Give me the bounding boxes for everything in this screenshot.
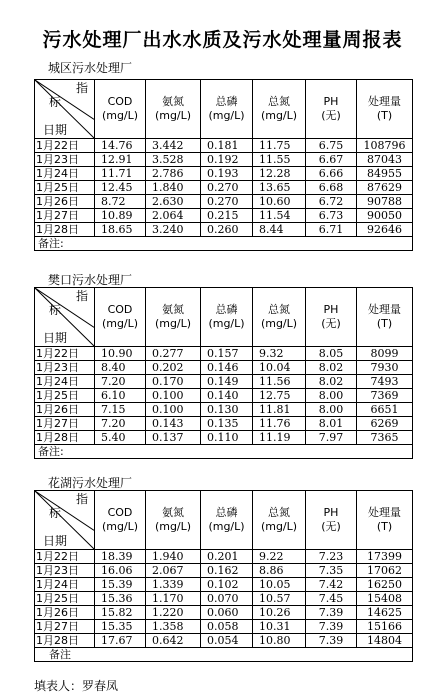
volume-cell: 108796 xyxy=(357,139,413,153)
ammonia-cell: 0.100 xyxy=(146,403,201,417)
header-volume-unit: (T) xyxy=(376,520,393,533)
ph-cell: 6.73 xyxy=(306,209,357,223)
cod-cell: 8.40 xyxy=(95,361,146,375)
tn-cell: 10.60 xyxy=(253,195,306,209)
header-volume-label: 处理量 xyxy=(368,506,401,519)
volume-cell: 87043 xyxy=(357,153,413,167)
header-ph-unit: (无) xyxy=(321,109,341,122)
date-cell: 1月22日 xyxy=(35,550,95,564)
tn-cell: 8.44 xyxy=(253,223,306,237)
table-row xyxy=(35,153,413,167)
date-cell: 1月23日 xyxy=(35,564,95,578)
ammonia-cell: 3.240 xyxy=(146,223,201,237)
volume-cell: 90788 xyxy=(357,195,413,209)
header-volume xyxy=(357,491,413,550)
header-ammonia-unit: (mg/L) xyxy=(154,317,192,330)
volume-cell: 16250 xyxy=(357,578,413,592)
header-cod-label: COD xyxy=(107,95,133,108)
ph-cell: 8.02 xyxy=(306,375,357,389)
date-cell: 1月25日 xyxy=(35,592,95,606)
tn-cell: 10.57 xyxy=(253,592,306,606)
date-cell: 1月25日 xyxy=(35,181,95,195)
date-cell: 1月28日 xyxy=(35,223,95,237)
ammonia-cell: 2.067 xyxy=(146,564,201,578)
ammonia-cell: 2.786 xyxy=(146,167,201,181)
header-cod-unit: (mg/L) xyxy=(101,317,139,330)
tp-cell: 0.110 xyxy=(201,431,253,445)
ph-cell: 7.39 xyxy=(306,634,357,648)
ph-cell: 7.35 xyxy=(306,564,357,578)
volume-cell: 6651 xyxy=(357,403,413,417)
header-ammonia xyxy=(146,491,201,550)
header-tp xyxy=(201,80,253,139)
report-title: 污水处理厂出水水质及污水处理量周报表 xyxy=(42,29,403,51)
header-tp xyxy=(201,491,253,550)
tp-cell: 0.270 xyxy=(201,181,253,195)
tp-cell: 0.157 xyxy=(201,347,253,361)
table-row xyxy=(35,223,413,237)
date-cell: 1月22日 xyxy=(35,139,95,153)
table-row xyxy=(35,195,413,209)
remark-cell: 备注: xyxy=(35,445,413,459)
tp-cell: 0.058 xyxy=(201,620,253,634)
tn-cell: 11.76 xyxy=(253,417,306,431)
table-row xyxy=(35,139,413,153)
ammonia-cell: 2.064 xyxy=(146,209,201,223)
corner-date-label: 日期 xyxy=(43,331,68,345)
tn-cell: 9.32 xyxy=(253,347,306,361)
volume-cell: 8099 xyxy=(357,347,413,361)
plant-name: 城区污水处理厂 xyxy=(48,61,133,75)
ph-cell: 8.01 xyxy=(306,417,357,431)
tn-cell: 11.75 xyxy=(253,139,306,153)
cod-cell: 7.15 xyxy=(95,403,146,417)
header-volume-label: 处理量 xyxy=(368,95,401,108)
header-tp-unit: (mg/L) xyxy=(208,317,245,330)
ammonia-cell: 2.630 xyxy=(146,195,201,209)
ph-cell: 7.97 xyxy=(306,431,357,445)
table-row xyxy=(35,347,413,361)
header-ammonia-unit: (mg/L) xyxy=(154,109,192,122)
table-row xyxy=(35,634,413,648)
volume-cell: 15166 xyxy=(357,620,413,634)
header-ph-unit: (无) xyxy=(321,317,341,330)
tn-cell: 11.55 xyxy=(253,153,306,167)
date-cell: 1月26日 xyxy=(35,403,95,417)
tp-cell: 0.162 xyxy=(201,564,253,578)
ammonia-cell: 0.137 xyxy=(146,431,201,445)
volume-cell: 87629 xyxy=(357,181,413,195)
table-row xyxy=(35,606,413,620)
volume-cell: 17062 xyxy=(357,564,413,578)
date-cell: 1月24日 xyxy=(35,375,95,389)
header-row xyxy=(35,491,413,550)
tn-cell: 12.75 xyxy=(253,389,306,403)
tn-cell: 10.80 xyxy=(253,634,306,648)
ammonia-cell: 0.100 xyxy=(146,389,201,403)
plant-name: 樊口污水处理厂 xyxy=(48,273,133,287)
date-cell: 1月24日 xyxy=(35,167,95,181)
cod-cell: 12.45 xyxy=(95,181,146,195)
ammonia-cell: 1.840 xyxy=(146,181,201,195)
ph-cell: 7.45 xyxy=(306,592,357,606)
date-cell: 1月26日 xyxy=(35,195,95,209)
remark-row xyxy=(35,237,413,251)
cod-cell: 7.20 xyxy=(95,417,146,431)
header-tn xyxy=(253,288,306,347)
header-volume-unit: (T) xyxy=(376,317,393,330)
cod-cell: 16.06 xyxy=(95,564,146,578)
ammonia-cell: 1.170 xyxy=(146,592,201,606)
cod-cell: 17.67 xyxy=(95,634,146,648)
ammonia-cell: 0.170 xyxy=(146,375,201,389)
header-tp-unit: (mg/L) xyxy=(208,520,245,533)
header-tn-label: 总氮 xyxy=(268,303,290,316)
cod-cell: 15.35 xyxy=(95,620,146,634)
header-ph xyxy=(306,491,357,550)
header-cod xyxy=(95,80,146,139)
remark-cell: 备注: xyxy=(35,237,413,251)
date-cell: 1月28日 xyxy=(35,634,95,648)
ammonia-cell: 1.220 xyxy=(146,606,201,620)
tn-cell: 11.81 xyxy=(253,403,306,417)
header-tp-unit: (mg/L) xyxy=(208,109,245,122)
header-ph-label: PH xyxy=(323,303,339,316)
ph-cell: 8.00 xyxy=(306,403,357,417)
ph-cell: 7.23 xyxy=(306,550,357,564)
ph-cell: 8.00 xyxy=(306,389,357,403)
remark-row xyxy=(35,445,413,459)
ph-cell: 7.39 xyxy=(306,606,357,620)
water-quality-table xyxy=(34,79,413,251)
header-tn-unit: (mg/L) xyxy=(260,317,298,330)
volume-cell: 7930 xyxy=(357,361,413,375)
header-corner-cell xyxy=(35,288,95,347)
header-ph xyxy=(306,80,357,139)
header-row xyxy=(35,288,413,347)
corner-indicator-label: 指 xyxy=(75,289,88,303)
header-tn-unit: (mg/L) xyxy=(260,109,298,122)
table-row xyxy=(35,209,413,223)
table-row xyxy=(35,167,413,181)
table-row xyxy=(35,592,413,606)
table-row xyxy=(35,181,413,195)
tp-cell: 0.181 xyxy=(201,139,253,153)
tp-cell: 0.146 xyxy=(201,361,253,375)
header-cod-unit: (mg/L) xyxy=(101,520,139,533)
date-cell: 1月26日 xyxy=(35,606,95,620)
tp-cell: 0.192 xyxy=(201,153,253,167)
corner-biao-label: 标 xyxy=(49,303,62,317)
cod-cell: 7.20 xyxy=(95,375,146,389)
remark-row xyxy=(35,648,413,662)
cod-cell: 18.39 xyxy=(95,550,146,564)
header-tn xyxy=(253,80,306,139)
corner-biao-label: 标 xyxy=(49,506,62,520)
header-ammonia xyxy=(146,80,201,139)
ph-cell: 7.39 xyxy=(306,620,357,634)
date-cell: 1月28日 xyxy=(35,431,95,445)
header-ammonia-label: 氨氮 xyxy=(162,95,184,108)
tp-cell: 0.270 xyxy=(201,195,253,209)
cod-cell: 10.89 xyxy=(95,209,146,223)
ph-cell: 8.02 xyxy=(306,361,357,375)
header-tp-label: 总磷 xyxy=(215,95,238,108)
corner-date-label: 日期 xyxy=(43,534,68,548)
cod-cell: 14.76 xyxy=(95,139,146,153)
table-row xyxy=(35,389,413,403)
header-tp xyxy=(201,288,253,347)
volume-cell: 84955 xyxy=(357,167,413,181)
header-corner-cell xyxy=(35,80,95,139)
ammonia-cell: 1.358 xyxy=(146,620,201,634)
cod-cell: 12.91 xyxy=(95,153,146,167)
ammonia-cell: 3.528 xyxy=(146,153,201,167)
date-cell: 1月24日 xyxy=(35,578,95,592)
header-volume-label: 处理量 xyxy=(368,303,401,316)
table-row xyxy=(35,361,413,375)
tp-cell: 0.130 xyxy=(201,403,253,417)
header-cod-label: COD xyxy=(107,506,133,519)
corner-indicator-label: 指 xyxy=(75,492,88,506)
corner-indicator-label: 指 xyxy=(75,81,88,95)
header-tp-label: 总磷 xyxy=(215,303,238,316)
ammonia-cell: 0.143 xyxy=(146,417,201,431)
header-ph-label: PH xyxy=(323,95,339,108)
header-cod xyxy=(95,288,146,347)
date-cell: 1月27日 xyxy=(35,417,95,431)
ammonia-cell: 0.202 xyxy=(146,361,201,375)
remark-cell: 备注 xyxy=(35,648,413,662)
tn-cell: 10.31 xyxy=(253,620,306,634)
header-tp-label: 总磷 xyxy=(215,506,238,519)
volume-cell: 7369 xyxy=(357,389,413,403)
tp-cell: 0.070 xyxy=(201,592,253,606)
table-row xyxy=(35,550,413,564)
ph-cell: 6.75 xyxy=(306,139,357,153)
header-ph xyxy=(306,288,357,347)
tp-cell: 0.149 xyxy=(201,375,253,389)
ph-cell: 6.66 xyxy=(306,167,357,181)
tn-cell: 11.54 xyxy=(253,209,306,223)
corner-biao-label: 标 xyxy=(49,95,62,109)
tp-cell: 0.135 xyxy=(201,417,253,431)
volume-cell: 7365 xyxy=(357,431,413,445)
header-ammonia-label: 氨氮 xyxy=(162,303,184,316)
cod-cell: 6.10 xyxy=(95,389,146,403)
header-tn-label: 总氮 xyxy=(268,506,290,519)
cod-cell: 15.36 xyxy=(95,592,146,606)
corner-date-label: 日期 xyxy=(43,123,68,137)
tp-cell: 0.260 xyxy=(201,223,253,237)
tp-cell: 0.215 xyxy=(201,209,253,223)
header-volume xyxy=(357,80,413,139)
header-tn xyxy=(253,491,306,550)
ph-cell: 6.72 xyxy=(306,195,357,209)
header-tn-unit: (mg/L) xyxy=(260,520,298,533)
tn-cell: 9.22 xyxy=(253,550,306,564)
water-quality-table xyxy=(34,287,413,459)
tp-cell: 0.060 xyxy=(201,606,253,620)
tp-cell: 0.201 xyxy=(201,550,253,564)
ph-cell: 8.05 xyxy=(306,347,357,361)
header-cod-label: COD xyxy=(107,303,133,316)
filled-by: 填表人：罗春凤 xyxy=(34,679,119,693)
header-volume-unit: (T) xyxy=(376,109,393,122)
tn-cell: 11.19 xyxy=(253,431,306,445)
ammonia-cell: 1.339 xyxy=(146,578,201,592)
header-ammonia-label: 氨氮 xyxy=(162,506,184,519)
cod-cell: 10.90 xyxy=(95,347,146,361)
cod-cell: 11.71 xyxy=(95,167,146,181)
table-row xyxy=(35,431,413,445)
tp-cell: 0.102 xyxy=(201,578,253,592)
ammonia-cell: 0.277 xyxy=(146,347,201,361)
table-row xyxy=(35,578,413,592)
cod-cell: 5.40 xyxy=(95,431,146,445)
table-row xyxy=(35,564,413,578)
header-row xyxy=(35,80,413,139)
table-row xyxy=(35,620,413,634)
header-ph-unit: (无) xyxy=(321,520,341,533)
header-ph-label: PH xyxy=(323,506,339,519)
tn-cell: 8.86 xyxy=(253,564,306,578)
tp-cell: 0.193 xyxy=(201,167,253,181)
date-cell: 1月23日 xyxy=(35,361,95,375)
ammonia-cell: 0.642 xyxy=(146,634,201,648)
cod-cell: 18.65 xyxy=(95,223,146,237)
tp-cell: 0.054 xyxy=(201,634,253,648)
ph-cell: 6.68 xyxy=(306,181,357,195)
header-ammonia xyxy=(146,288,201,347)
tp-cell: 0.140 xyxy=(201,389,253,403)
volume-cell: 92646 xyxy=(357,223,413,237)
volume-cell: 7493 xyxy=(357,375,413,389)
date-cell: 1月27日 xyxy=(35,620,95,634)
volume-cell: 17399 xyxy=(357,550,413,564)
volume-cell: 14804 xyxy=(357,634,413,648)
tn-cell: 10.05 xyxy=(253,578,306,592)
ph-cell: 7.42 xyxy=(306,578,357,592)
water-quality-table xyxy=(34,490,413,662)
date-cell: 1月23日 xyxy=(35,153,95,167)
table-row xyxy=(35,403,413,417)
tn-cell: 10.26 xyxy=(253,606,306,620)
cod-cell: 8.72 xyxy=(95,195,146,209)
plant-name: 花湖污水处理厂 xyxy=(48,476,133,490)
tn-cell: 11.56 xyxy=(253,375,306,389)
header-tn-label: 总氮 xyxy=(268,95,290,108)
tn-cell: 12.28 xyxy=(253,167,306,181)
header-corner-cell xyxy=(35,491,95,550)
cod-cell: 15.39 xyxy=(95,578,146,592)
table-row xyxy=(35,417,413,431)
tn-cell: 13.65 xyxy=(253,181,306,195)
date-cell: 1月25日 xyxy=(35,389,95,403)
volume-cell: 6269 xyxy=(357,417,413,431)
ammonia-cell: 1.940 xyxy=(146,550,201,564)
header-cod xyxy=(95,491,146,550)
header-volume xyxy=(357,288,413,347)
volume-cell: 14625 xyxy=(357,606,413,620)
ph-cell: 6.67 xyxy=(306,153,357,167)
header-cod-unit: (mg/L) xyxy=(101,109,139,122)
tn-cell: 10.04 xyxy=(253,361,306,375)
ammonia-cell: 3.442 xyxy=(146,139,201,153)
volume-cell: 15408 xyxy=(357,592,413,606)
date-cell: 1月27日 xyxy=(35,209,95,223)
cod-cell: 15.82 xyxy=(95,606,146,620)
ph-cell: 6.71 xyxy=(306,223,357,237)
table-row xyxy=(35,375,413,389)
volume-cell: 90050 xyxy=(357,209,413,223)
date-cell: 1月22日 xyxy=(35,347,95,361)
header-ammonia-unit: (mg/L) xyxy=(154,520,192,533)
